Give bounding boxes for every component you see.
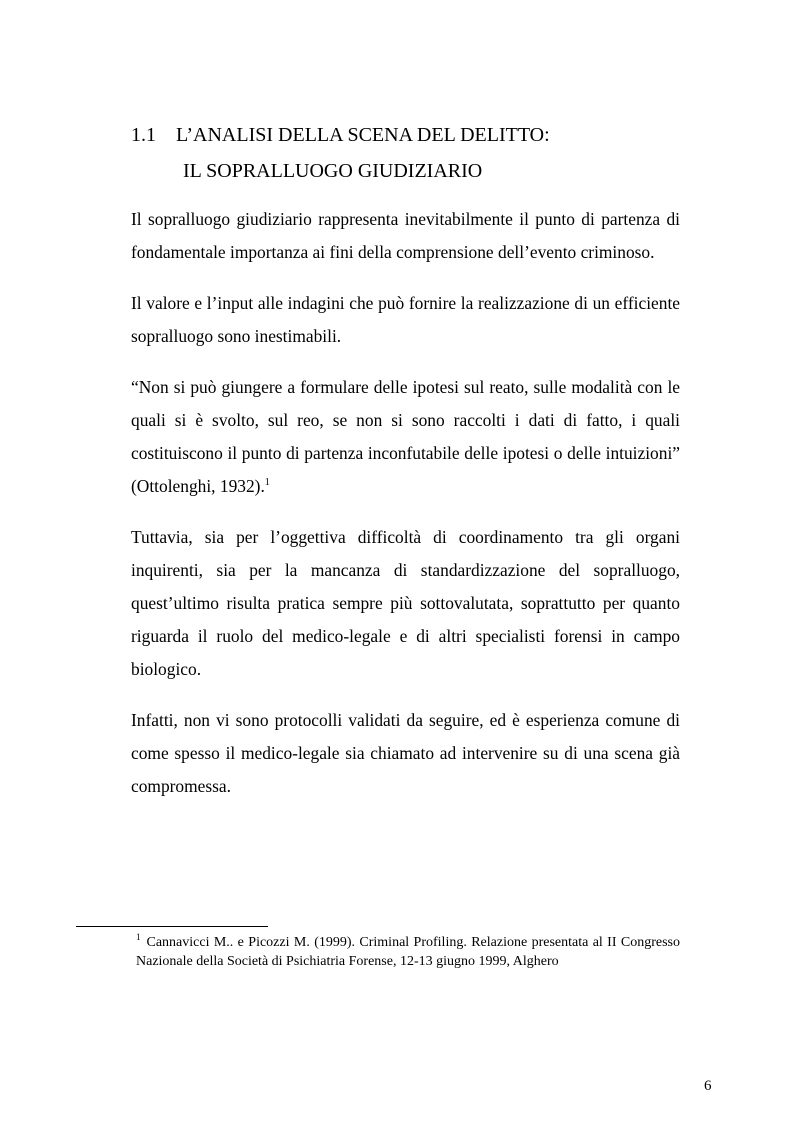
footnote-marker: 1: [136, 932, 141, 943]
paragraph-with-footnote: [131, 371, 680, 503]
heading-title-line-2: IL SOPRALLUOGO GIUDIZIARIO: [183, 160, 483, 182]
footnote-separator: [76, 926, 268, 927]
section-number: 1.1: [131, 124, 156, 146]
paragraph: Tuttavia, sia per l’oggettiva difficoltà di coordinamento tra gli organi inquirenti, sia per la mancanza di standardizzazione del sopralluogo, quest’ultimo risulta pratica sempre più sottovalutata, soprattutto per quanto riguarda il ruolo del medico-legale e di altri specialisti forensi in campo biologico.: [131, 527, 680, 679]
footnote-reference[interactable]: 1: [264, 477, 270, 489]
paragraph: Infatti, non vi sono protocolli validati da seguire, ed è esperienza comune di come spesso il medico-legale sia chiamato ad intervenire su di una scena già compromessa.: [131, 710, 680, 796]
heading-line-1: [131, 117, 691, 153]
paragraph: Il valore e l’input alle indagini che può fornire la realizzazione di un efficiente sopralluogo sono inestimabili.: [131, 293, 680, 346]
paragraph-text: “Non si può giungere a formulare delle ipotesi sul reato, sulle modalità con le quali si è svolto, sul reo, se non si sono raccolti i dati di fatto, i quali costituiscono il punto di partenza inconfutabile delle ipotesi o delle intuizioni” (Ottolenghi, 1932).: [131, 377, 680, 496]
footnote-text: Cannavicci M.. e Picozzi M. (1999). Criminal Profiling. Relazione presentata al II Congresso Nazionale della Società di Psichiatria Forense, 12-13 giugno 1999, Alghero: [136, 935, 680, 969]
footnote: [136, 934, 680, 971]
paragraph: Il sopralluogo giudiziario rappresenta inevitabilmente il punto di partenza di fondamentale importanza ai fini della comprensione dell’evento criminoso.: [131, 209, 680, 262]
page-number: 6: [704, 1078, 712, 1094]
heading-title-line-1: L’ANALISI DELLA SCENA DEL DELITTO:: [176, 124, 550, 146]
section-heading: [131, 117, 691, 189]
body-text: [131, 203, 680, 821]
